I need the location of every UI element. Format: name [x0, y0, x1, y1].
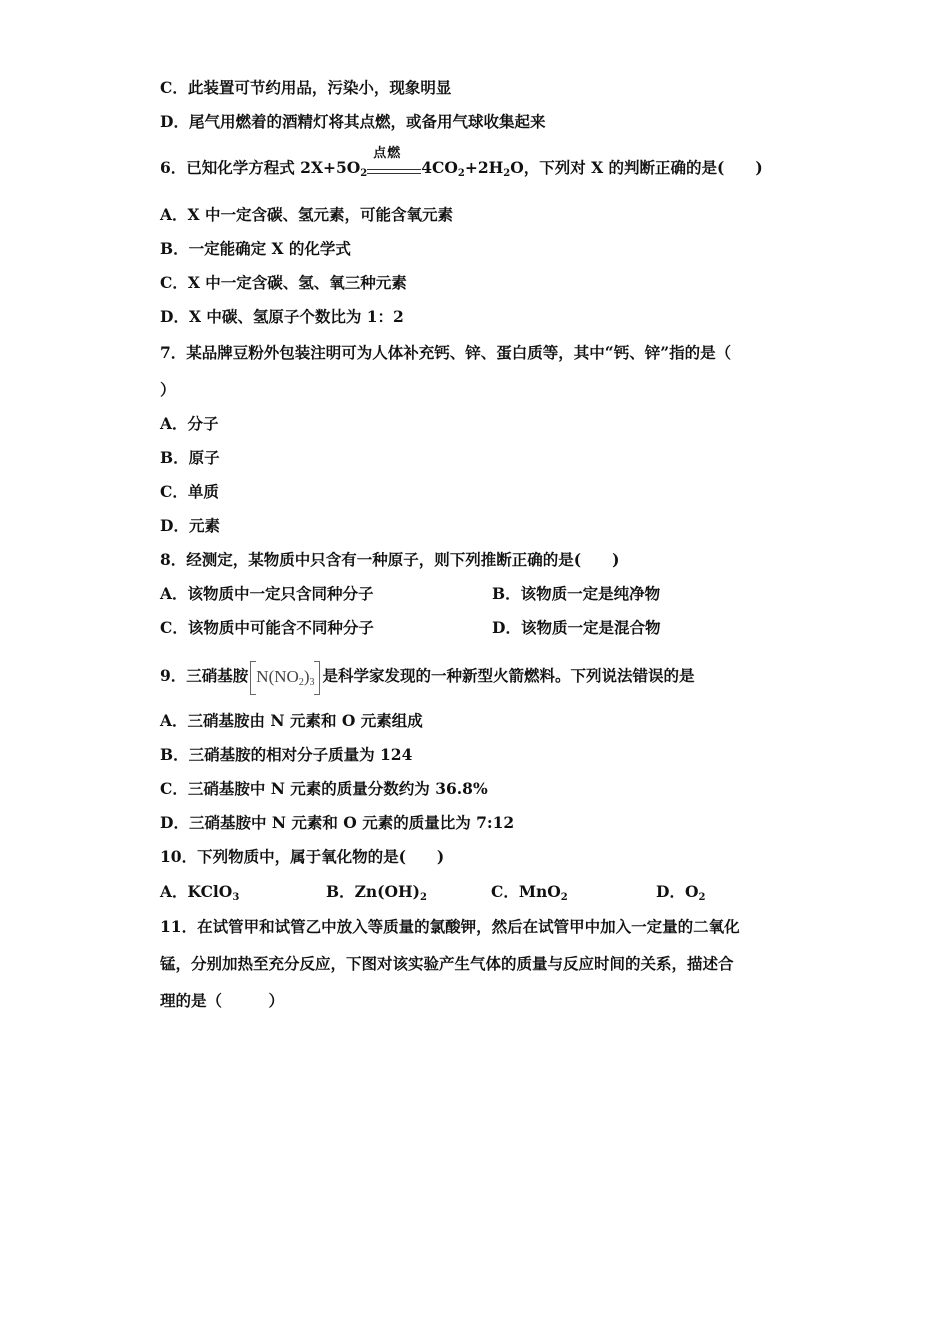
q6-stem-pre: 6．已知化学方程式 2X+5O	[160, 158, 361, 177]
q8-option-a: A．该物质中一定只含同种分子	[160, 584, 374, 603]
q6-option-a: A．X 中一定含碳、氢元素，可能含氧元素	[160, 205, 453, 224]
q10-c-sub: 2	[560, 892, 568, 903]
q9-stem	[160, 665, 695, 689]
reaction-condition-arrow	[367, 146, 421, 178]
q9-option-a: A．三硝基胺由 N 元素和 O 元素组成	[160, 711, 423, 730]
q10-b-sub: 2	[420, 892, 427, 903]
q7-stem-line2: ）	[160, 380, 176, 399]
q10-b-text: B．Zn(OH)	[326, 882, 420, 901]
q10-a-text: A．KClO	[160, 882, 233, 901]
formula-no: NO	[274, 667, 299, 686]
q7-option-d: D．元素	[160, 516, 220, 535]
q6-stem	[160, 146, 763, 179]
q8-option-b: B．该物质一定是纯净物	[492, 584, 661, 603]
formula-sub-2: 2	[298, 677, 304, 688]
q8-stem: 8．经测定，某物质中只含有一种原子，则下列推断正确的是( )	[160, 550, 620, 569]
q5-option-d: D．尾气用燃着的酒精灯将其点燃，或备用气球收集起来	[160, 112, 546, 131]
formula-paren-close: )	[303, 667, 310, 686]
q6-stem-mid1: 4CO	[421, 158, 458, 177]
q9-option-c: C．三硝基胺中 N 元素的质量分数约为 36.8%	[160, 779, 488, 798]
q7-option-a: A．分子	[160, 414, 219, 433]
q10-option-d	[656, 882, 705, 902]
q10-option-a	[160, 882, 239, 902]
q6-option-c: C．X 中一定含碳、氢、氧三种元素	[160, 273, 407, 292]
q9-option-b: B．三硝基胺的相对分子质量为 124	[160, 745, 413, 764]
q11-stem-line1: 11．在试管甲和试管乙中放入等质量的氯酸钾，然后在试管甲中加入一定量的二氧化	[160, 917, 740, 936]
q7-stem-line1: 7．某品牌豆粉外包装注明可为人体补充钙、锌、蛋白质等，其中“钙、锌”指的是（	[160, 343, 732, 362]
trinitramide-formula	[252, 665, 318, 689]
q6-stem-mid2: +2H	[464, 158, 504, 177]
q6-co2-sub: 2	[457, 168, 465, 179]
formula-n: N	[256, 667, 269, 686]
q6-o2-sub: 2	[360, 168, 368, 179]
q8-option-c: C．该物质中可能含不同种分子	[160, 618, 374, 637]
q11-stem-line2: 锰，分别加热至充分反应，下图对该实验产生气体的质量与反应时间的关系，描述合	[160, 954, 734, 973]
formula-paren-open: (	[268, 667, 275, 686]
q10-d-sub: 2	[698, 892, 706, 903]
q6-h2o-sub: 2	[503, 168, 511, 179]
q6-stem-post: O，下列对 X 的判断正确的是( )	[510, 158, 763, 177]
q10-c-text: C．MnO	[491, 882, 561, 901]
q7-option-b: B．原子	[160, 448, 220, 467]
q9-stem-pre: 9．三硝基胺	[160, 666, 249, 685]
q10-option-c	[491, 882, 568, 902]
q10-a-sub: 3	[232, 892, 240, 903]
q6-option-b: B．一定能确定 X 的化学式	[160, 239, 351, 258]
q10-stem: 10．下列物质中，属于氧化物的是( )	[160, 847, 445, 866]
formula-sub-3: 3	[309, 677, 315, 688]
q10-d-text: D．O	[656, 882, 699, 901]
q5-option-c: C．此装置可节约用品，污染小，现象明显	[160, 78, 452, 97]
reaction-condition-label: 点燃	[373, 146, 402, 161]
q8-option-d: D．该物质一定是混合物	[492, 618, 661, 637]
q9-stem-post: 是科学家发现的一种新型火箭燃料。下列说法错误的是	[322, 666, 695, 685]
q11-stem-line3: 理的是（ ）	[160, 991, 285, 1010]
q9-option-d: D．三硝基胺中 N 元素和 O 元素的质量比为 7:12	[160, 813, 515, 832]
q7-option-c: C．单质	[160, 482, 219, 501]
q10-option-b	[326, 882, 427, 902]
q6-option-d: D．X 中碳、氢原子个数比为 1：2	[160, 307, 404, 326]
